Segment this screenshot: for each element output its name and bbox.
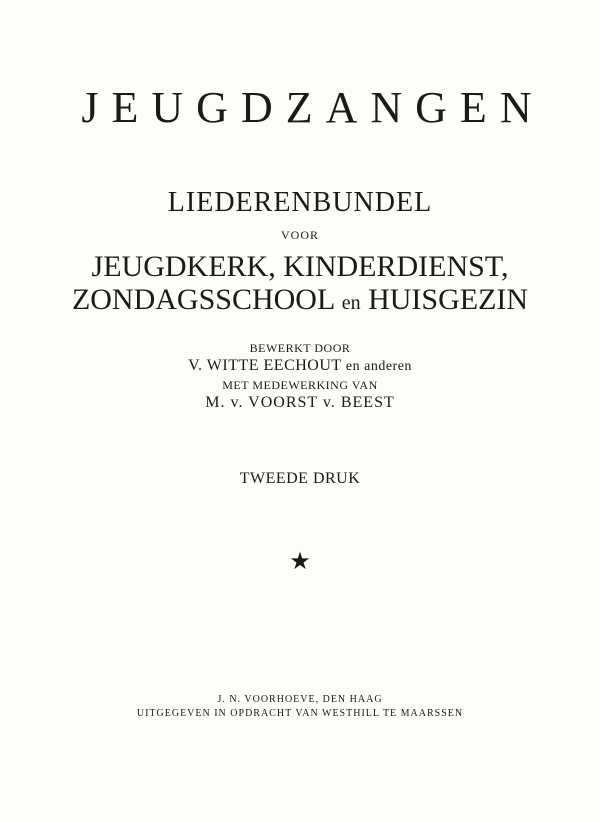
edited-by-label: BEWERKT DOOR [249, 341, 351, 355]
book-subtitle: LIEDERENBUNDEL [167, 187, 433, 218]
editor-line [0, 357, 600, 375]
editor-suffix: en anderen [345, 359, 412, 374]
publisher-line-1: J. N. VOORHOEVE, DEN HAAG [217, 694, 383, 705]
publisher-line-2: UITGEGEVEN IN OPDRACHT VAN WESTHILL TE MAARSSEN [136, 708, 464, 719]
audience-line-1: JEUGDKERK, KINDERDIENST, [91, 250, 509, 283]
editor-name: V. WITTE EECHOUT [188, 357, 342, 374]
edition-label: TWEEDE DRUK [239, 470, 361, 487]
audience-zondagsschool: ZONDAGSSCHOOL [71, 283, 335, 316]
star-icon: ★ [289, 549, 311, 575]
audience-en: en [341, 292, 361, 314]
voor-label: VOOR [280, 228, 319, 242]
audience-huisgezin: HUISGEZIN [368, 283, 529, 316]
audience-line-2 [0, 283, 600, 317]
collaborator-name: M. v. VOORST v. BEEST [205, 394, 395, 411]
book-title: JEUGDZANGEN [81, 83, 545, 132]
collaboration-label: MET MEDEWERKING VAN [222, 378, 378, 392]
